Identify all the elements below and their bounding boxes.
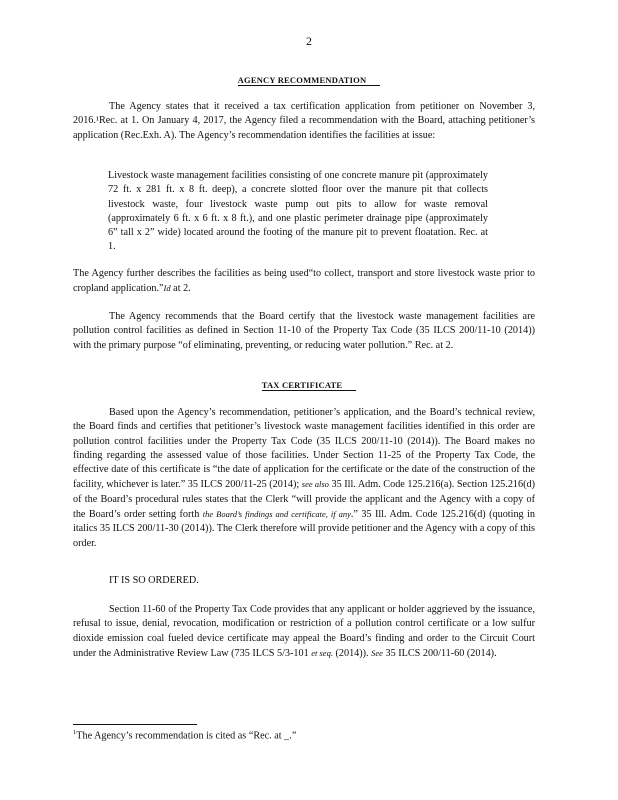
id-citation: Id [163, 283, 171, 294]
agency-description-text: The Agency further describes the facilities as being used“to collect, transport and store livestock waste prior to cropland application.” [73, 268, 535, 295]
footnote-marker: 1 [73, 729, 77, 736]
board-findings-text-c: .” 35 Ill. Adm. Code 125.216(d) (quoting in italics 35 ILCS 200/11-30 (2014)). The Clerk therefore will provide petitioner and the Agency with a copy of this order. [73, 509, 536, 549]
agency-recommendation-heading [0, 75, 618, 85]
agency-description-paragraph [73, 267, 535, 297]
board-findings-text-a: Based upon the Agency’s recommendation, petitioner’s application, and the Board’s technical review, the Board finds and certifies that petitioner’s livestock waste management facilities identified in this order are pollution control facilities under the Property Tax Code (35 ILCS 200/11-10 (2014)). The Board makes no finding regarding the assessed value of those facilities. Under Section 11-25 of the Property Tax Code, the effective date of this certificate is “the date of application for the certificate or the date of the construction of the facility, whichever is later.” 35 ILCS 200/11-25 (2014); [73, 407, 535, 491]
tax-certificate-heading-text: TAX CERTIFICATE [262, 380, 357, 391]
italic-quote: the Board’s findings and certificate, if any [202, 509, 351, 520]
board-findings-text-b: 35 Ill. Adm. Code 125.216(a). Section 125.216(d) of the Board’s procedural rules states that the Clerk “will provide the applicant and the Agency with a copy of the Board’s order setting forth [73, 479, 535, 521]
appeal-text-a: Section 11-60 of the Property Tax Code provides that any applicant or holder aggrieved by the issuance, refusal to issue, denial, revocation, modification or restriction of a pollution control certificate or a low sulfur dioxide emission coal fueled device certificate may appeal the Board’s finding and order to the Circuit Court under the Administrative Review Law (735 ILCS 5/3-101 [73, 604, 535, 659]
footnote-text: The Agency’s recommendation is cited as “Rec. at _.” [76, 730, 297, 742]
board-findings-paragraph [73, 406, 535, 551]
page-number: 2 [306, 34, 312, 48]
appeal-paragraph [73, 603, 535, 661]
agency-receipt-paragraph: The Agency states that it received a tax certification application from petitioner on November 3, 2016.¹Rec. at 1. On January 4, 2017, the Agency filed a recommendation with the Board, attaching petitioner’s application (Rec.Exh. A). The Agency’s recommendation identifies the facilities at issue: [73, 101, 535, 141]
agency-description-end: at 2. [170, 283, 191, 295]
tax-certificate-heading [0, 380, 618, 390]
footnote-rule [73, 724, 197, 725]
appeal-text-b: (2014)). [332, 647, 372, 659]
facilities-block-quote: Livestock waste management facilities consisting of one concrete manure pit (approximately 72 ft. x 281 ft. x 8 ft. deep), a concrete slotted floor over the manure pit that collects livestock waste, four livestock waste pump out pits to allow for waste removal (approximately 6 ft. x 6 ft. x 8 ft.), and one plastic perimeter drainage pipe (approximately 6” tall x 2” wide) located around the footing of the manure pit to prevent floatation. Rec. at 1. [108, 170, 488, 253]
so-ordered-line: IT IS SO ORDERED. [109, 575, 199, 586]
footnote [73, 729, 296, 741]
agency-recommendation-heading-text: AGENCY RECOMMENDATION [238, 75, 381, 86]
see-also-signal: see also [301, 479, 329, 490]
see-signal: See [371, 647, 383, 658]
appeal-text-c: 35 ILCS 200/11-60 (2014). [382, 647, 497, 659]
agency-recommends-paragraph: The Agency recommends that the Board certify that the livestock waste management facilities are pollution control facilities as defined in Section 11-10 of the Property Tax Code (35 ILCS 200/11-10 (2014)) with the primary purpose “of eliminating, preventing, or reducing water pollution.” Rec. at 2. [73, 311, 535, 351]
et-seq-signal: et seq. [311, 647, 333, 658]
